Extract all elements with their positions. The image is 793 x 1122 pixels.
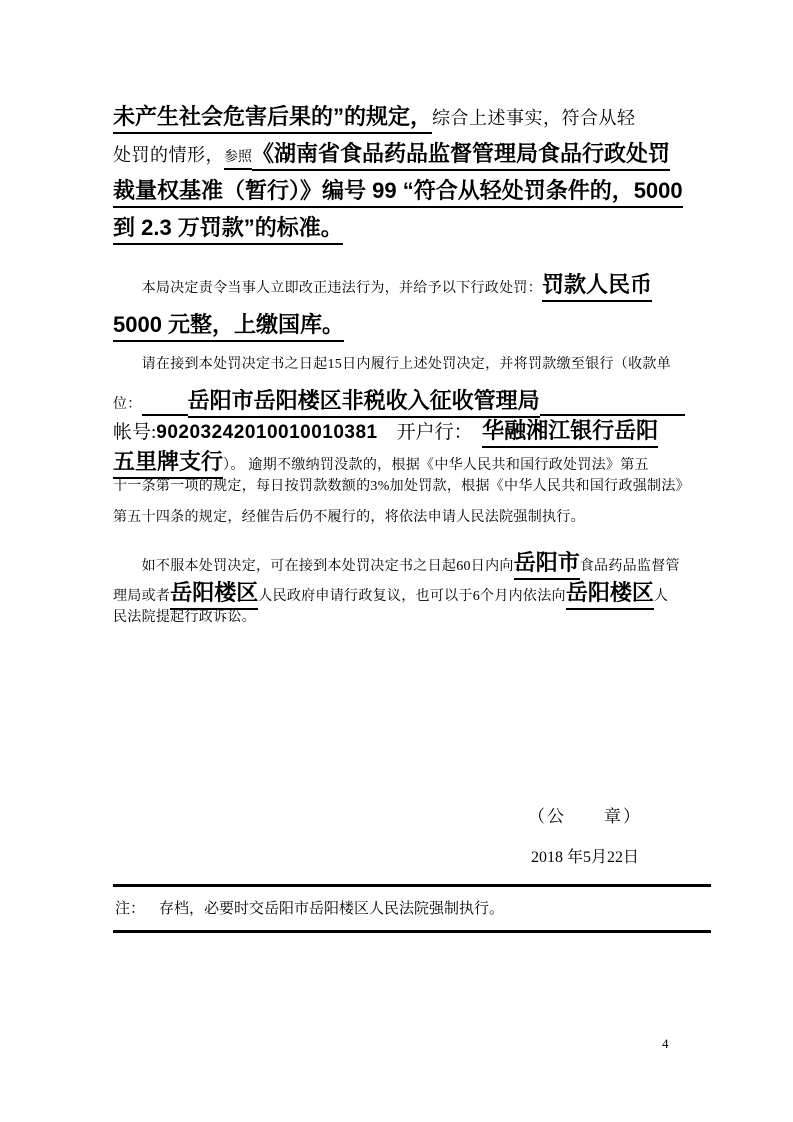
text-line <box>113 137 685 174</box>
page-number: 4 <box>662 1036 669 1051</box>
text-segment: 人民政府申请行政复议，也可以于6个月内依法向 <box>258 589 566 604</box>
emphasized-underlined-text: 5000 元整，上缴国库。 <box>113 308 344 342</box>
emphasized-underlined-text: 未产生社会危害后果的”的规定， <box>113 100 432 134</box>
emphasized-underlined-text: 到 2.3 万罚款”的标准。 <box>113 211 343 245</box>
text-line <box>113 384 685 415</box>
text-segment: 如不服本处罚决定，可在接到本处罚决定书之日起60日内向 <box>113 559 514 574</box>
official-seal-placeholder: （公 章） <box>528 807 642 826</box>
emphasized-underlined-text: 裁量权基准（暂行）》编号 99 “符合从轻处罚条件的，5000 <box>113 174 683 208</box>
text-segment: 综合上述事实，符合从轻 <box>432 108 636 128</box>
blank-underline <box>540 388 685 416</box>
paragraph-penalty-basis <box>113 100 685 248</box>
bank-account-number: 90203242010010010381 <box>156 422 378 443</box>
text-line <box>113 445 685 476</box>
text-line <box>113 606 685 636</box>
paragraph-appeal-rights <box>113 546 685 636</box>
decision-date: 2018 年5月22日 <box>530 849 639 866</box>
emphasized-underlined-text: 岳阳市岳阳楼区非税收入征收管理局 <box>188 384 540 418</box>
text-line <box>113 546 685 576</box>
text-line <box>113 308 685 348</box>
text-segment: 民法院提起行政诉讼。 <box>113 610 256 625</box>
emphasized-underlined-text: 华融湘江银行岳阳 <box>482 414 658 448</box>
emphasized-underlined-text: 五里牌支行 <box>113 445 223 479</box>
text-line <box>113 475 690 506</box>
text-line <box>113 576 685 606</box>
text-segment: 帐号: <box>113 422 157 443</box>
text-line <box>113 211 685 248</box>
text-segment: 位： <box>113 396 142 412</box>
text-segment: 人 <box>653 589 669 604</box>
footer-note <box>113 884 711 933</box>
text-line <box>113 268 685 308</box>
emphasized-underlined-text: 罚款人民币 <box>542 268 652 302</box>
emphasized-underlined-text: 《湖南省食品药品监督管理局食品行政处罚 <box>252 137 670 171</box>
seal-and-date-block <box>505 802 665 867</box>
note-text: 存档，必要时交岳阳市岳阳楼区人民法院强制执行。 <box>159 901 505 917</box>
emphasized-underlined-text: 岳阳楼区 <box>566 576 654 610</box>
paragraph-payment-instructions <box>113 353 690 536</box>
text-segment: 开户行： <box>377 422 483 443</box>
text-segment: 本局决定责令当事人立即改正违法行为，并给予以下行政处罚： <box>113 281 542 296</box>
text-segment: ）。 <box>223 457 249 473</box>
text-segment: 第五十四条的规定，经催告后仍不履行的，将依法申请人民法院强制执行。 <box>113 509 585 525</box>
text-segment: 食品药品监督管 <box>579 559 680 574</box>
text-line <box>113 506 685 537</box>
text-segment: 请在接到本处罚决定书之日起15日内履行上述处罚决定，并将罚款缴至银行（收款单 <box>113 357 671 372</box>
text-line <box>113 414 685 445</box>
text-segment: 理局或者 <box>113 589 171 604</box>
text-segment: 参照 <box>224 146 252 170</box>
note-label: 注： <box>115 901 146 917</box>
text-line <box>113 174 685 211</box>
emphasized-underlined-text: 岳阳楼区 <box>170 576 258 610</box>
blank-underline <box>142 388 188 416</box>
text-segment: 十一条第一项的规定，每日按罚款数额的3%加处罚款，根据《中华人民共和国行政强制法》 <box>113 479 690 494</box>
text-segment: 逾期不缴纳罚没款的，根据《中华人民共和国行政处罚法》第五 <box>248 457 649 473</box>
text-line <box>113 353 685 384</box>
paragraph-penalty-decision <box>113 268 685 348</box>
text-segment: 处罚的情形， <box>113 145 224 165</box>
text-line <box>113 100 685 137</box>
emphasized-underlined-text: 岳阳市 <box>514 546 580 580</box>
